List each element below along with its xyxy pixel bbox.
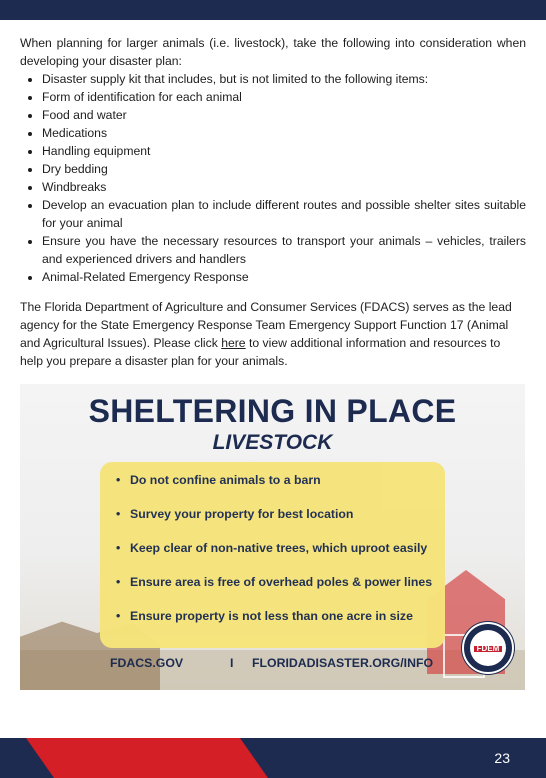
tip-item: • Ensure area is free of overhead poles & power lines	[130, 574, 445, 608]
list-item: • Disaster supply kit that includes, but is not limited to the following items:	[42, 70, 526, 88]
list-item: • Ensure you have the necessary resources to transport your animals – vehicles, trailers and experienced drivers and handlers	[42, 232, 526, 268]
intro-text: When planning for larger animals (i.e. livestock), take the following into consideration when developing your disaster plan:	[20, 36, 526, 68]
seal-inner	[470, 630, 506, 666]
poster-title: SHELTERING IN PLACE	[88, 393, 457, 429]
list-item: • Food and water	[42, 106, 526, 124]
fdacs-link-text: FDACS.GOV	[110, 656, 184, 670]
tip-item: • Keep clear of non-native trees, which uproot easily	[130, 540, 445, 574]
tips-list	[100, 462, 445, 642]
list-item: • Handling equipment	[42, 142, 526, 160]
poster-subtitle: LIVESTOCK	[212, 431, 333, 454]
tip-item: • Ensure property is not less than one acre in size	[130, 608, 445, 642]
fdacs-paragraph	[20, 298, 526, 370]
list-item: • Develop an evacuation plan to include different routes and possible shelter sites suitable for your animal	[42, 196, 526, 232]
page-number: 23	[494, 750, 510, 766]
poster-footer	[20, 656, 525, 676]
considerations-list	[20, 70, 526, 286]
paragraph-text: The Florida Department of Agriculture and Consumer Services (FDACS) serves as the lead agency for the State Emergency Response Team Emergency Support Function 17 (Animal and Agricultural Issues). Please click	[20, 300, 512, 350]
fdem-seal-icon	[462, 622, 514, 674]
paragraph-text-end: to view additional information and resources to help you prepare a disaster plan for your animals.	[20, 336, 501, 368]
seal-label: FDEM	[476, 644, 500, 653]
footer-bar	[0, 738, 546, 778]
list-item: • Windbreaks	[42, 178, 526, 196]
sheltering-infographic	[20, 384, 525, 690]
tip-item: • Survey your property for best location	[130, 506, 445, 540]
tip-item: • Do not confine animals to a barn	[130, 472, 445, 506]
header-bar	[0, 0, 546, 20]
list-item: • Dry bedding	[42, 160, 526, 178]
list-item: • Medications	[42, 124, 526, 142]
list-item: • Form of identification for each animal	[42, 88, 526, 106]
floridadisaster-link-text: FLORIDADISASTER.ORG/INFO	[252, 656, 434, 670]
tips-box	[100, 462, 445, 648]
here-link[interactable]: here	[221, 336, 246, 350]
list-item: • Animal-Related Emergency Response	[42, 268, 526, 286]
page-content	[20, 34, 526, 370]
separator: I	[230, 656, 234, 670]
